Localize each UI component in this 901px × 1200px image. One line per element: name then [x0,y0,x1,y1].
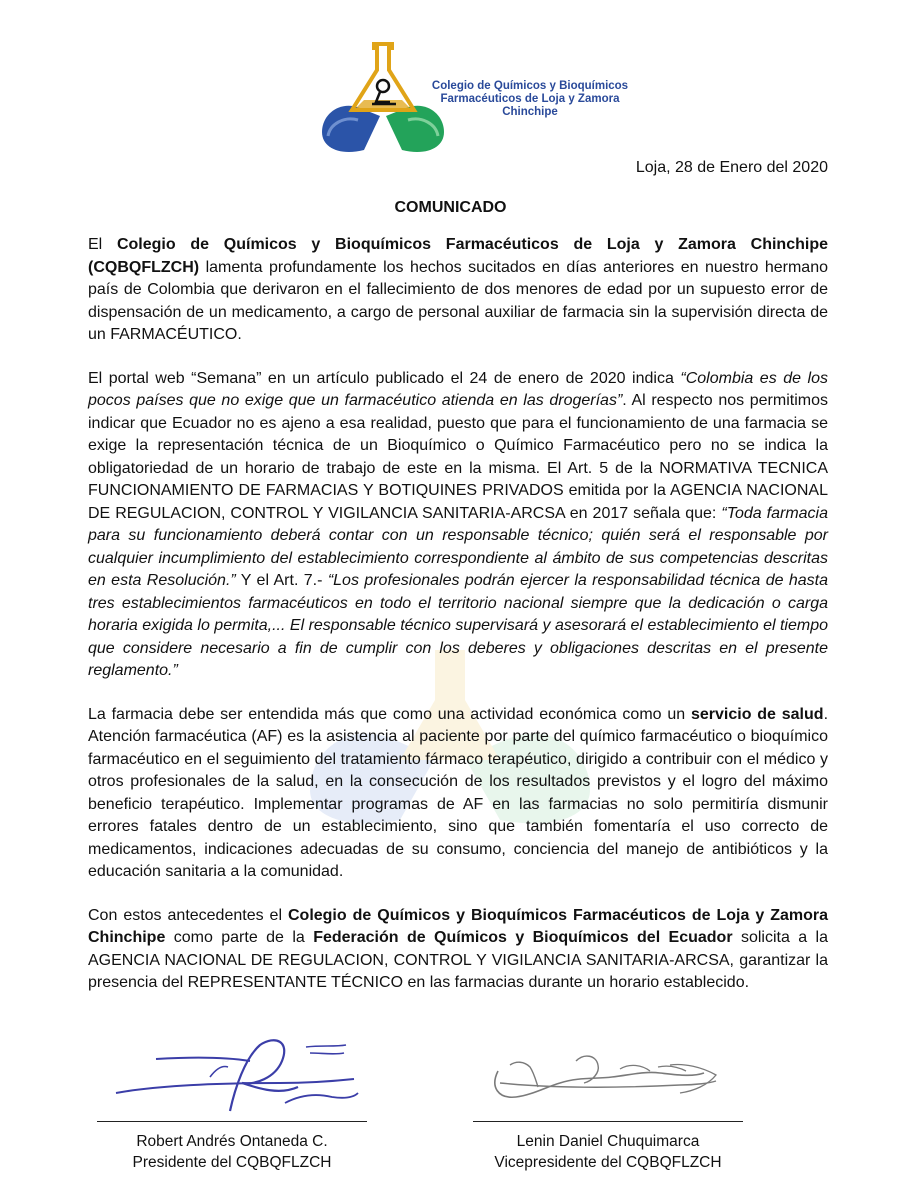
vicepresident-signature-line [473,1121,743,1122]
bold-text: Colegio de Químicos y Bioquímicos Farmacéuticos de Loja y Zamora Chinchipe [88,906,828,946]
paragraph-text: . Al respecto nos permitimos indicar que Ecuador no es ajeno a esa realidad, puesto que para el funcionamiento de una farmacia se exige la representación técnica de un Bioquímico o Químico Farmacéutico pero no se indica la obligatoriedad de un horario de trabajo de este en la misma. El Art. 5 de la NORMATIVA TECNICA FUNCIONAMIENTO DE FARMACIAS Y BOTIQUINES PRIVADOS emitida por la AGENCIA NACIONAL DE REGULACION, CONTROL Y VIGILANCIA SANITARIA-ARCSA en 2017 señala que: [88,392,828,522]
bold-text: servicio de salud [690,705,824,723]
vicepresident-role: Vicepresidente del CQBQFLZCH [494,1154,722,1171]
vicepresident-signature-image [480,1043,730,1113]
bold-text: Colegio de Químicos y Bioquímicos Farmacéuticos de Loja y Zamora Chinchipe (CQBQFLZCH) [88,236,828,276]
paragraph-text: Y el Art. 7.- [235,572,328,589]
paragraph-text: . Atención farmacéutica (AF) es la asistencia al paciente por parte del químico farmacéutico o bioquímico farmacéutico en el seguimiento del tratamiento fármaco terapéutico, dirigido a contribuir con el médico y otros profesionales de la salud, en la consecución de los resultados previstos y el logro del máximo beneficio terapéutico. Implementar programas de AF en las farmacias no solo permitiría dismunir errores fatales dentro de un establecimiento, sino que también fomentaría el uso correcto de medicamentos, indicaciones adecuadas de su consumo, conciencia del manejo de antibióticos y la educación sanitaria a la comunidad. [88,705,829,880]
quoted-text: “Toda farmacia para su funcionamiento deberá contar con un responsable técnico; quién será el responsable por cualquier incumplimiento del establecimiento correspondiente al ámbito de sus competencias descritas en esta Resolución.” [88,504,829,589]
president-name: Robert Andrés Ontaneda C. [136,1133,328,1150]
letter-date: Loja, 28 de Enero del 2020 [635,159,828,176]
body-paragraph-1 [88,234,828,347]
quoted-text: “Colombia es de los pocos países que no exige que un farmacéutico atienda en las drogerías” [88,369,828,409]
body-paragraph-3 [88,704,828,884]
president-signature-image [110,1033,360,1118]
body-paragraph-4 [88,905,828,995]
letter-heading: COMUNICADO [394,199,507,216]
paragraph-text: como parte de la [165,929,314,946]
paragraph-text: El portal web “Semana” en un artículo publicado el 24 de enero de 2020 indica [88,369,681,387]
quoted-text: “Los profesionales podrán ejercer la responsabilidad técnica de hasta tres establecimientos farmacéuticos en todo el territorio nacional siempre que la dedicación o carga horaria exigida lo permita,... El responsable técnico supervisará y asesorará el establecimiento el tiempo que considere necesario a fin de cumplir con los deberes y obligaciones descritas en el presente reglamento.” [88,572,829,679]
vicepresident-signer [468,1131,748,1173]
bold-text: Federación de Químicos y Bioquímicos del Ecuador [313,929,733,946]
body-paragraph-2 [88,368,828,683]
president-role: Presidente del CQBQFLZCH [132,1154,332,1171]
college-logo [318,40,448,158]
paragraph-text: Con estos antecedentes el [88,906,288,924]
letter-body [88,234,828,1016]
paragraph-text: lamenta profundamente los hechos sucitados en días anteriores en nuestro hermano país de Colombia que derivaron en el fallecimiento de dos menores de edad por un supuesto error de dispensación de un medicamento, a cargo de personal auxiliar de farmacia sin la supervisión directa de un FARMACÉUTICO. [88,258,828,343]
org-name: Colegio de Químicos y Bioquímicos Farmacéuticos de Loja y Zamora Chinchipe [431,80,629,118]
paragraph-text: La farmacia debe ser entendida más que como una actividad económica como un [88,705,691,723]
president-signer [97,1131,367,1173]
paragraph-text: solicita a la AGENCIA NACIONAL DE REGULACION, CONTROL Y VIGILANCIA SANITARIA-ARCSA, garantizar la presencia del REPRESENTANTE TÉCNICO en las farmacias durante un horario establecido. [88,929,829,991]
paragraph-text: El [88,236,117,253]
president-signature-line [97,1121,367,1122]
signature-block [0,1025,901,1200]
vicepresident-name: Lenin Daniel Chuquimarca [516,1133,700,1150]
